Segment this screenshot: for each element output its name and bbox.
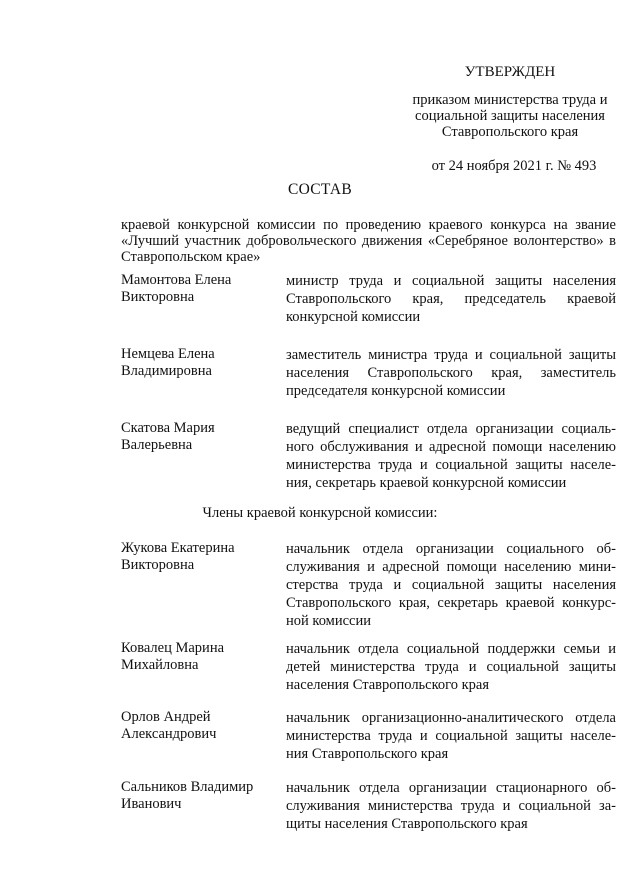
surname-firstname: Мамонтова Елена (121, 272, 232, 288)
person-role (286, 272, 616, 326)
approval-block (402, 64, 618, 174)
person-role (286, 779, 616, 833)
role-line: Ставропольского края, председатель краевой (286, 291, 616, 307)
role-line: ного обслуживания и адресной помощи населению (286, 439, 616, 455)
document-subtitle: краевой конкурсной комиссии по проведению краевого конкурса на звание «Лучший участник добровольческого движения «Серебряное волонтерство» в Ставропольском крае» (121, 217, 616, 265)
role-line: служивания и адресной помощи населению мини- (286, 559, 616, 575)
role-line: министерства труда и социальной защиты населе- (286, 457, 616, 473)
role-line: заместитель министра труда и социальной защиты (286, 347, 616, 363)
surname-firstname: Немцева Елена (121, 346, 215, 362)
role-line: населения Ставропольского края, заместитель (286, 365, 616, 381)
role-line: ния Ставропольского края (286, 746, 449, 762)
person-role (286, 346, 616, 400)
document-title: СОСТАВ (287, 181, 353, 198)
role-line: служивания министерства труда и социальной за- (286, 798, 616, 814)
surname-firstname: Ковалец Марина (121, 640, 225, 656)
person-name (121, 709, 281, 743)
patronymic: Валерьевна (121, 437, 193, 453)
patronymic: Викторовна (121, 557, 195, 573)
approval-order-line: социальной защиты населения (415, 108, 605, 124)
role-line: населения Ставропольского края (286, 677, 490, 693)
patronymic: Михайловна (121, 657, 199, 673)
members-heading: Члены краевой конкурсной комиссии: (202, 505, 438, 521)
person-name (121, 420, 281, 454)
role-line: щиты населения Ставропольского края (286, 816, 528, 832)
role-line: стерства труда и социальной защиты населения (286, 577, 616, 593)
role-line: начальник организационно-аналитического отдела (286, 710, 616, 726)
surname-firstname: Орлов Андрей (121, 709, 211, 725)
surname-firstname: Сальников Владимир (121, 779, 254, 795)
role-line: детей министерства труда и социальной защиты (286, 659, 616, 675)
person-role (286, 640, 616, 694)
patronymic: Александрович (121, 726, 217, 742)
role-line: Ставропольского края, секретарь краевой конкурс- (286, 595, 616, 611)
approval-order (402, 92, 618, 140)
person-name (121, 640, 281, 674)
person-role (286, 709, 616, 763)
surname-firstname: Скатова Мария (121, 420, 215, 436)
person-role (286, 540, 616, 630)
person-name (121, 272, 281, 306)
patronymic: Владимировна (121, 363, 212, 379)
approved-stamp: УТВЕРЖДЕН (464, 64, 556, 80)
surname-firstname: Жукова Екатерина (121, 540, 235, 556)
role-line: министерства труда и социальной защиты населе- (286, 728, 616, 744)
person-role (286, 420, 616, 492)
role-line: начальник отдела организации стационарного об- (286, 780, 616, 796)
patronymic: Викторовна (121, 289, 195, 305)
approval-date: от 24 ноября 2021 г. № 493 (431, 158, 597, 174)
role-line: министр труда и социальной защиты населения (286, 273, 616, 289)
person-name (121, 779, 281, 813)
role-line: ной комиссии (286, 613, 372, 629)
patronymic: Иванович (121, 796, 182, 812)
role-line: конкурсной комиссии (286, 309, 421, 325)
approval-order-line: приказом министерства труда и (412, 92, 608, 108)
role-line: ведущий специалист отдела организации социаль- (286, 421, 616, 437)
person-name (121, 346, 281, 380)
role-line: начальник отдела социальной поддержки семьи и (286, 641, 616, 657)
approval-order-line: Ставропольского края (441, 124, 579, 140)
role-line: председателя конкурсной комиссии (286, 383, 506, 399)
person-name (121, 540, 281, 574)
role-line: ния, секретарь краевой конкурсной комиссии (286, 475, 567, 491)
role-line: начальник отдела организации социального об- (286, 541, 616, 557)
